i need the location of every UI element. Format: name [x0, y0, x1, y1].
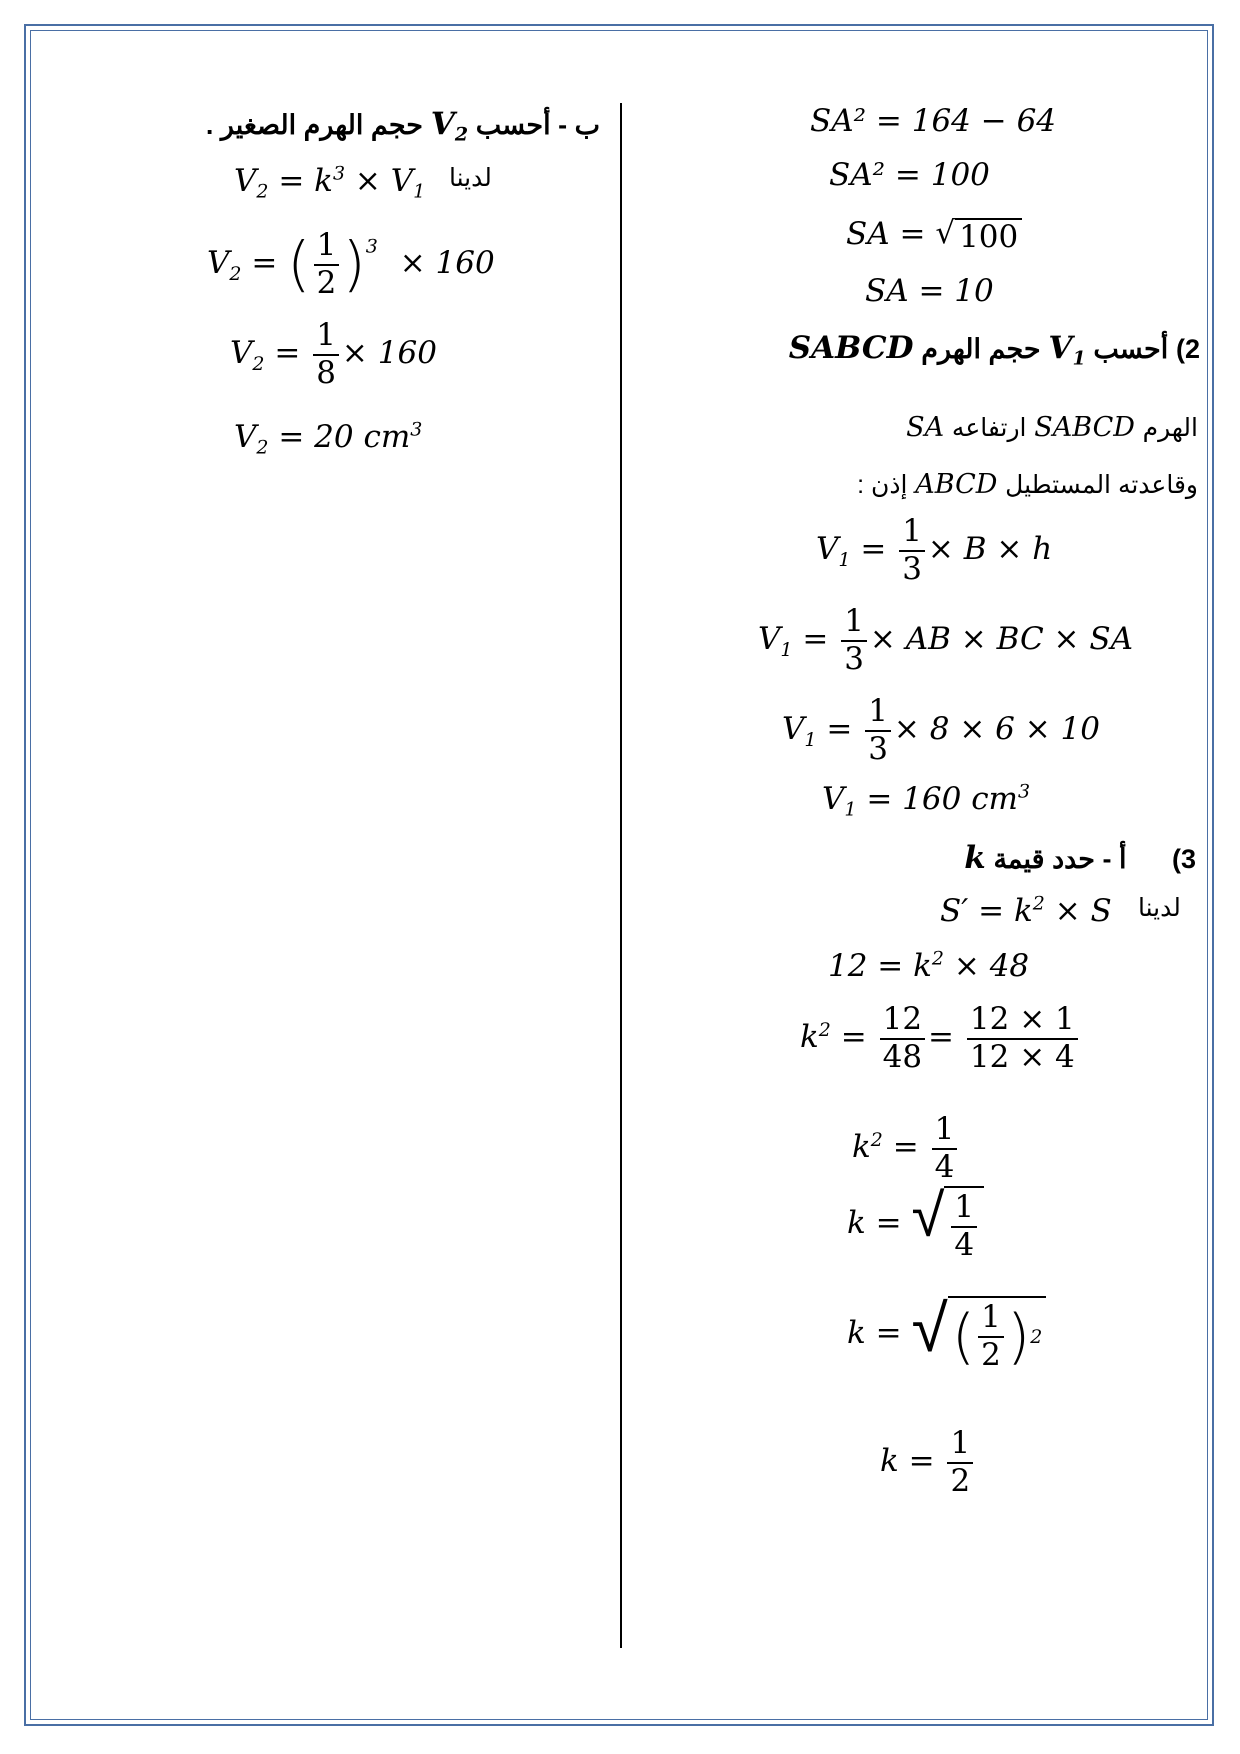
column-divider — [620, 103, 622, 1648]
formula-v1-values: $V_1$ = $\frac{1}{3}$ × 8 × 6 × 10 — [782, 693, 1101, 767]
eq-k2-quarter: $k^2$ = $\frac{1}{4}$ — [852, 1112, 960, 1185]
eq-sa-10: SA = 10 — [865, 273, 994, 309]
eq-k-sqrt-half-squared: k = √ ( $\frac{1}{2}$ ) 2 — [847, 1296, 1046, 1373]
formula-v1-general: $V_1$ = $\frac{1}{3}$ × B × h — [816, 513, 1053, 587]
question-3-heading: 3) أ - حدد قيمة k — [964, 840, 1196, 876]
eq-12-k2-48: $12 = k^2 \times 48$ — [828, 947, 1030, 984]
eq-sa-squared-100: SA² = 100 — [829, 157, 990, 193]
eq-k2-fraction: $k^2$ = $\frac{12}{48}$ = $\frac{12 \times 1}{12 \times 4}$ — [800, 1002, 1081, 1075]
result-k-half: k = $\frac{1}{2}$ — [880, 1426, 976, 1499]
label-ladayna: لدينا — [1138, 894, 1181, 922]
label-ladayna-left: لدينا — [449, 164, 492, 192]
eq-sa-squared-diff: SA² = 164 − 64 — [810, 103, 1057, 139]
formula-v1-dimensions: $V_1$ = $\frac{1}{3}$ × AB × BC × SA — [758, 603, 1133, 677]
question-b-heading: ب - أحسب $V_2$ حجم الهرم الصغير . — [205, 106, 600, 146]
eq-k-sqrt-quarter: k = √ $\frac{1}{4}$ — [847, 1186, 984, 1263]
result-v1: $V_1 = 160$ $cm^3$ — [822, 780, 1031, 821]
text-pyramid-base: وقاعدته المستطيل ABCD إذن : — [857, 469, 1198, 500]
formula-v2-half-cubed: $V_2$ = ( $\frac{1}{2}$ )$^3$ × 160 — [207, 227, 495, 301]
formula-v2-general: $V_2 = k^3 \times V_1$ — [234, 162, 426, 203]
text-pyramid-height: الهرم SABCD ارتفاعه SA — [906, 412, 1198, 443]
result-v2: $V_2 = 20$ $cm^3$ — [234, 418, 423, 459]
eq-sa-sqrt: SA = √ 100 — [846, 218, 1022, 253]
eq-area-ratio: $S' = k^2 \times S$ — [940, 892, 1112, 929]
question-2-heading: 2) أحسب $V_1$ حجم الهرم SABCD — [788, 330, 1200, 370]
formula-v2-eighth: $V_2$ = $\frac{1}{8}$ × 160 — [230, 317, 437, 391]
